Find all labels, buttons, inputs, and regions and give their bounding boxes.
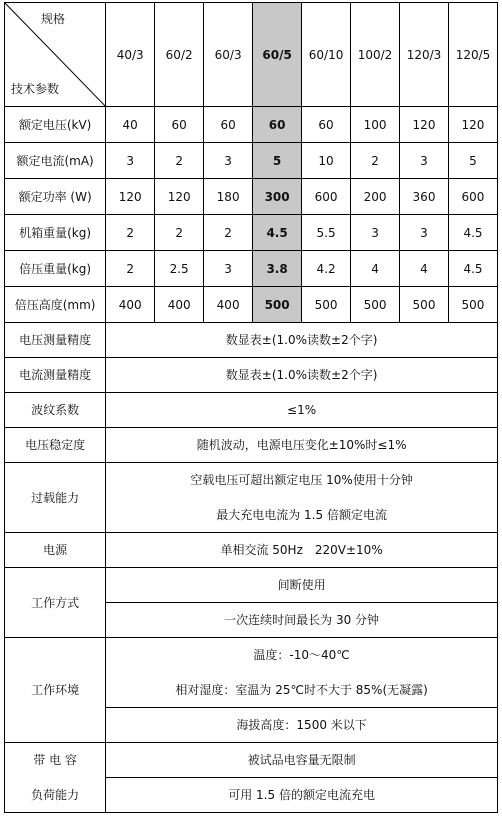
spec-value: 被试品电容量无限制: [106, 743, 498, 778]
model-header: 120/5: [448, 3, 497, 107]
spec-value: 一次连续时间最长为 30 分钟: [106, 603, 498, 638]
table-cell: 60: [204, 107, 253, 143]
table-cell: 5.5: [302, 215, 351, 251]
row-label: 电压测量精度: [5, 323, 106, 358]
row-label: 额定功率 (W): [5, 179, 106, 215]
spec-value: 数显表±(1.0%读数±2个字): [106, 358, 498, 393]
table-cell: 2: [351, 143, 400, 179]
row-label: 倍压高度(mm): [5, 287, 106, 323]
table-cell: 2: [155, 143, 204, 179]
spec-table: [4, 2, 498, 813]
table-row: [5, 287, 498, 323]
table-cell: 5: [448, 143, 497, 179]
table-cell: 500: [400, 287, 449, 323]
table-cell: 3: [204, 251, 253, 287]
table-cell: 120: [400, 107, 449, 143]
spec-value: 可用 1.5 倍的额定电流充电: [106, 778, 498, 813]
model-header: 60/2: [155, 3, 204, 107]
table-cell: 400: [106, 287, 155, 323]
table-cell-highlighted: 4.5: [253, 215, 302, 251]
table-cell-highlighted: 500: [253, 287, 302, 323]
row-label: 工作环境: [5, 638, 106, 743]
spec-header-label: 规格: [41, 12, 66, 26]
row-label: 电压稳定度: [5, 428, 106, 463]
table-cell: 2: [155, 215, 204, 251]
table-cell: 3: [400, 143, 449, 179]
table-row: [5, 143, 498, 179]
table-cell: 500: [448, 287, 497, 323]
spec-value: 相对湿度：室温为 25℃时不大于 85%(无凝露): [106, 673, 498, 708]
spec-value: 随机波动，电源电压变化±10%时≤1%: [106, 428, 498, 463]
row-label: 电流测量精度: [5, 358, 106, 393]
table-cell: 400: [204, 287, 253, 323]
table-cell: 600: [302, 179, 351, 215]
spec-row-overload: [5, 463, 498, 498]
table-cell: 3: [351, 215, 400, 251]
table-row: [5, 179, 498, 215]
table-cell-highlighted: 5: [253, 143, 302, 179]
spec-row-load-capacity: [5, 778, 498, 813]
table-cell: 100: [351, 107, 400, 143]
spec-value: 单相交流 50Hz 220V±10%: [106, 533, 498, 568]
header-row: [5, 3, 498, 107]
table-cell-highlighted: 60: [253, 107, 302, 143]
table-cell: 600: [448, 179, 497, 215]
table-cell-highlighted: 3.8: [253, 251, 302, 287]
table-cell: 60: [155, 107, 204, 143]
spec-row-power: [5, 533, 498, 568]
model-header: 100/2: [351, 3, 400, 107]
table-cell: 4.5: [448, 251, 497, 287]
table-cell: 3: [400, 215, 449, 251]
spec-value: 温度：-10～40℃: [106, 638, 498, 673]
row-label: 额定电压(kV): [5, 107, 106, 143]
spec-value: 间断使用: [106, 568, 498, 603]
table-cell: 2: [106, 251, 155, 287]
table-cell: 40: [106, 107, 155, 143]
table-cell: 120: [155, 179, 204, 215]
table-cell: 3: [204, 143, 253, 179]
spec-value: 数显表±(1.0%读数±2个字): [106, 323, 498, 358]
table-cell: 2.5: [155, 251, 204, 287]
spec-row-work-mode: [5, 568, 498, 603]
spec-row-current-accuracy: [5, 358, 498, 393]
table-cell: 2: [204, 215, 253, 251]
row-label: 倍压重量(kg): [5, 251, 106, 287]
row-label: 电源: [5, 533, 106, 568]
row-label: 工作方式: [5, 568, 106, 638]
spec-value: 海拔高度：1500 米以下: [106, 708, 498, 743]
table-cell: 200: [351, 179, 400, 215]
table-cell: 10: [302, 143, 351, 179]
spec-row-capacitive-load: [5, 743, 498, 778]
table-row: [5, 215, 498, 251]
model-header-highlighted: 60/5: [253, 3, 302, 107]
table-cell: 4: [351, 251, 400, 287]
row-label: 波纹系数: [5, 393, 106, 428]
spec-value: 空载电压可超出额定电压 10%使用十分钟: [106, 463, 498, 498]
table-cell: 60: [302, 107, 351, 143]
table-cell: 120: [448, 107, 497, 143]
param-header-label: 技术参数: [11, 82, 60, 96]
table-cell: 400: [155, 287, 204, 323]
table-cell: 180: [204, 179, 253, 215]
table-cell: 500: [351, 287, 400, 323]
table-cell: 3: [106, 143, 155, 179]
model-header: 120/3: [400, 3, 449, 107]
table-cell: 4.5: [448, 215, 497, 251]
spec-row-voltage-accuracy: [5, 323, 498, 358]
table-cell: 2: [106, 215, 155, 251]
spec-value: 最大充电电流为 1.5 倍额定电流: [106, 498, 498, 533]
table-row: [5, 107, 498, 143]
row-label: 过载能力: [5, 463, 106, 533]
diagonal-header-cell: [5, 3, 106, 107]
model-header: 60/3: [204, 3, 253, 107]
model-header: 40/3: [106, 3, 155, 107]
table-row: [5, 251, 498, 287]
table-cell-highlighted: 300: [253, 179, 302, 215]
row-label: 机箱重量(kg): [5, 215, 106, 251]
table-cell: 500: [302, 287, 351, 323]
spec-row-ripple: [5, 393, 498, 428]
table-cell: 4.2: [302, 251, 351, 287]
row-label: 带 电 容: [5, 743, 106, 778]
spec-row-environment: [5, 638, 498, 673]
spec-value: ≤1%: [106, 393, 498, 428]
model-header: 60/10: [302, 3, 351, 107]
table-cell: 360: [400, 179, 449, 215]
table-cell: 120: [106, 179, 155, 215]
table-cell: 4: [400, 251, 449, 287]
row-label: 额定电流(mA): [5, 143, 106, 179]
row-label: 负荷能力: [5, 778, 106, 813]
spec-row-stability: [5, 428, 498, 463]
